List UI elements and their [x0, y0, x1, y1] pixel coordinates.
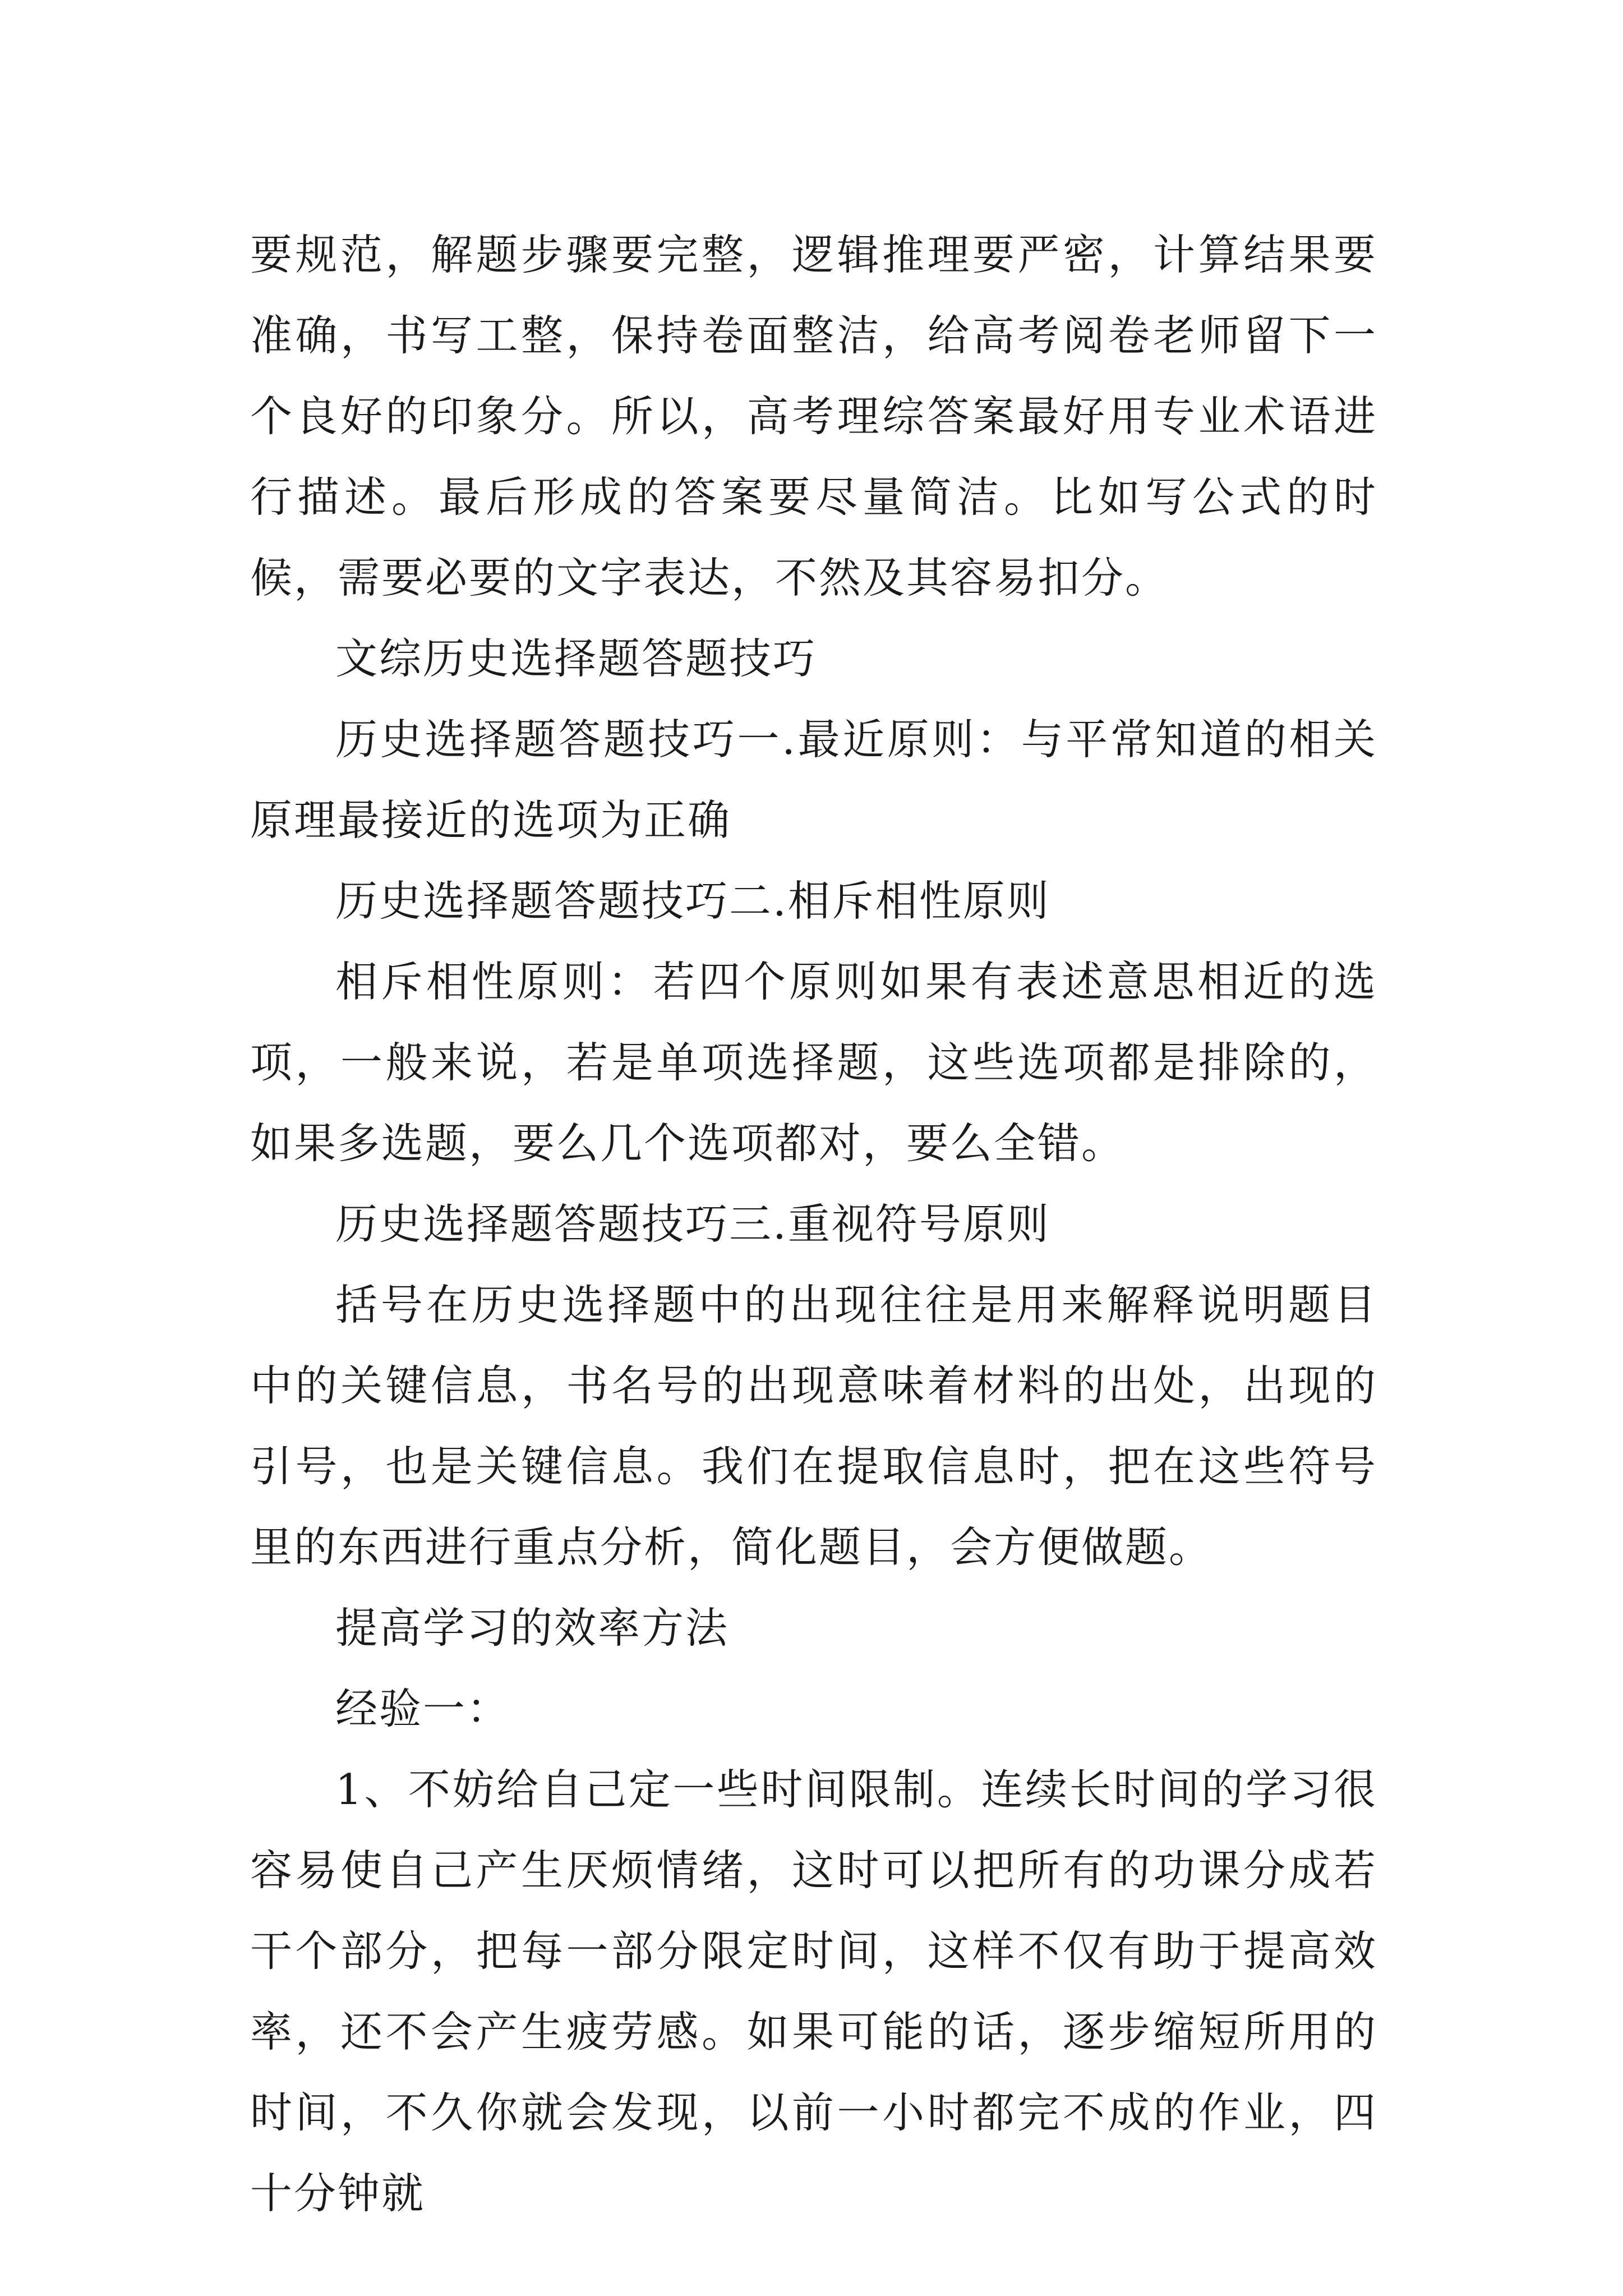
section-heading-history-choice: 文综历史选择题答题技巧	[335, 634, 817, 683]
subheading-tip-2: 历史选择题答题技巧二.相斥相性原则	[335, 876, 1050, 926]
paragraph-tip-1: 历史选择题答题技巧一.最近原则：与平常知道的相关原理最接近的选项为正确	[250, 715, 1377, 845]
paragraph-1: 要规范，解题步骤要完整，逻辑推理要严密，计算结果要准确，书写工整，保持卷面整洁，给高考阅卷老师留下一个良好的印象分。所以，高考理综答案最好用专业术语进行描述。最后形成的答案要尽量简洁。比如写公式的时候，需要必要的文字表达，不然及其容易扣分。	[250, 230, 1377, 602]
section-heading-efficiency: 提高学习的效率方法	[335, 1603, 730, 1653]
subheading-tip-3: 历史选择题答题技巧三.重视符号原则	[335, 1199, 1050, 1249]
paragraph-tip-3: 括号在历史选择题中的出现往往是用来解释说明题目中的关键信息，书名号的出现意味着材料的出处，出现的引号，也是关键信息。我们在提取信息时，把在这些符号里的东西进行重点分析，简化题目，会方便做题。	[250, 1280, 1377, 1572]
subheading-experience-1: 经验一：	[335, 1684, 511, 1733]
document-body	[250, 214, 1377, 2234]
paragraph-tip-2: 相斥相性原则：若四个原则如果有表述意思相近的选项，一般来说，若是单项选择题，这些选项都是排除的，如果多选题，要么几个选项都对，要么全错。	[250, 957, 1377, 1168]
paragraph-experience-1: 1、不妨给自己定一些时间限制。连续长时间的学习很容易使自己产生厌烦情绪，这时可以把所有的功课分成若干个部分，把每一部分限定时间，这样不仅有助于提高效率，还不会产生疲劳感。如果可能的话，逐步缩短所用的时间，不久你就会发现，以前一小时都完不成的作业，四十分钟就	[250, 1765, 1377, 2218]
